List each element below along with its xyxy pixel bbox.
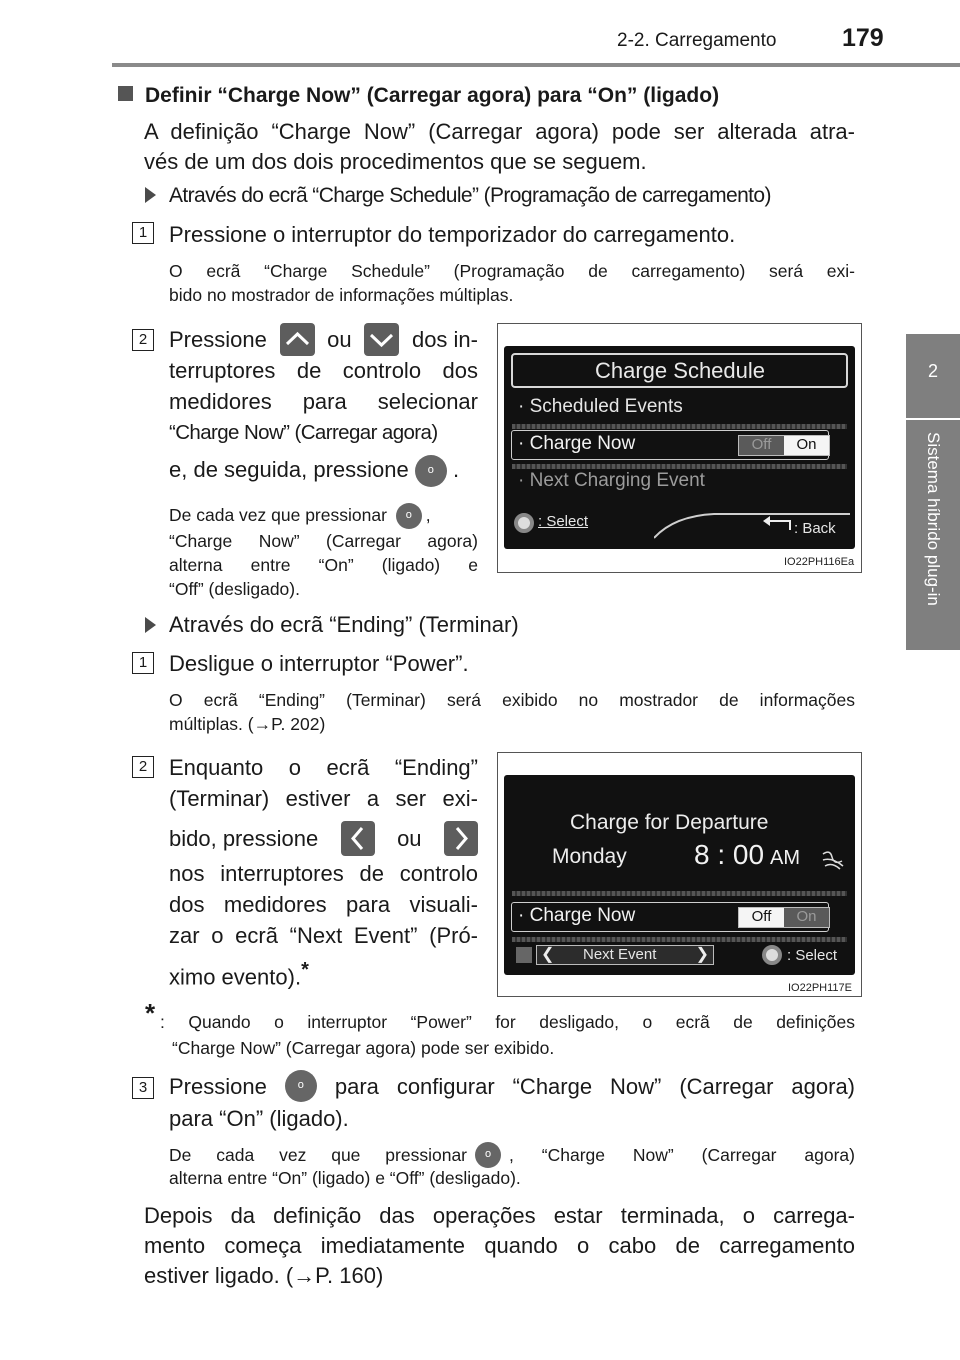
climate-fan-icon (820, 849, 846, 871)
figure-id: IO22PH117E (788, 982, 853, 994)
charge-toggle (738, 435, 830, 456)
screen-title: Charge for Departure (570, 811, 769, 834)
charge-toggle (738, 907, 830, 928)
page-number: 179 (842, 24, 884, 52)
method-a-step2-note-3: alterna entre “On” (ligado) e (169, 555, 478, 575)
method-a-step2-line1 (169, 322, 478, 356)
screen-row-charge-now: · Charge Now (511, 902, 829, 932)
back-hint: : Back (794, 520, 836, 537)
text-de-cada-vez: De cada vez que pressionar (169, 1145, 467, 1165)
method-b-step2-line5: dos medidores para visuali- (169, 892, 478, 917)
text-e-de-seguida: e, de seguida, pressione (169, 457, 409, 482)
method-b-step2-line1: Enquanto o ecrã “Ending” (169, 755, 478, 780)
method-a-step2-note-1 (169, 503, 431, 529)
figure-charge-departure (497, 752, 862, 997)
method-b-step3-note-2: alterna entre “On” (ligado) e “Off” (desligado). (169, 1168, 521, 1188)
method-b-step2-line6: zar o ecrã “Next Event” (Pró- (169, 923, 478, 948)
chevron-up-icon (280, 323, 315, 356)
method-a-title: Através do ecrã “Charge Schedule” (Programação de carregamento) (169, 184, 771, 207)
method-b-title: Através do ecrã “Ending” (Terminar) (169, 612, 519, 637)
method-a-step2-line4: “Charge Now” (Carregar agora) (169, 421, 438, 444)
header-rule (112, 63, 960, 67)
text-de-cada-vez: De cada vez que pressionar (169, 505, 387, 525)
method-b-step3-line2: para “On” (ligado). (169, 1106, 349, 1131)
method-b-step3-note-1 (169, 1141, 855, 1169)
figure-id: IO22PH116Ea (784, 556, 855, 568)
chapter-tab (906, 420, 960, 650)
method-a-step2-line5 (169, 454, 459, 487)
toggle-off: Off (739, 436, 784, 455)
text-pressione: Pressione (169, 326, 267, 352)
method-b-step2-line3 (169, 820, 478, 856)
footnote-line-1: : Quando o interruptor “Power” for desligado, o ecrã de definições (160, 1012, 855, 1032)
figure-charge-schedule (497, 323, 862, 573)
screen-item-next: · Next Charging Event (518, 470, 705, 491)
method-b-step2-line4: nos interruptores de controlo (169, 861, 478, 886)
charge-now-label: Charge Now (529, 433, 636, 454)
footnote-asterisk: * (145, 998, 156, 1028)
closing-line-3: estiver ligado. (→P. 160) (144, 1263, 384, 1288)
method-a-step2-note-2: “Charge Now” (Carregar agora) (169, 531, 478, 551)
next-charging-label: Next Charging Event (529, 470, 705, 491)
text-period: . (452, 457, 460, 482)
separator (512, 464, 847, 469)
dial-button-icon: o (475, 1142, 501, 1168)
method-b-step1-note-1: O ecrã “Ending” (Terminar) será exibido no mostrador de informações (169, 690, 855, 710)
dial-button-icon: o (285, 1070, 317, 1102)
screen-row-charge-now: · Charge Now (511, 430, 829, 460)
step-number-1: 1 (132, 652, 154, 674)
text-para-configurar: para configurar “Charge Now” (Carregar agora) (334, 1073, 855, 1099)
text-ou: ou (397, 825, 422, 851)
method-a-step2-note-4: “Off” (desligado). (169, 579, 300, 599)
scheduled-events-label: Scheduled Events (529, 396, 683, 417)
chevron-left-icon: ❮ (541, 946, 555, 963)
square-bullet-icon (118, 86, 133, 101)
chevron-right-icon (444, 821, 478, 856)
chevron-right-icon: ❯ (695, 946, 709, 963)
chevron-left-icon (341, 821, 375, 856)
back-arrow-icon (760, 516, 794, 536)
toggle-on: On (784, 908, 829, 927)
method-a-step2-line2: terruptores de controlo dos (169, 358, 478, 383)
text-dos-in: dos in- (411, 326, 478, 352)
method-b-step3-line1 (169, 1068, 855, 1104)
triangle-bullet-icon (145, 187, 156, 203)
method-b-step1-text: Desligue o interruptor “Power”. (169, 651, 469, 676)
intro-line-2: vés de um dos dois procedimentos que se seguem. (144, 149, 647, 174)
intro-line-1: A definição “Charge Now” (Carregar agora) pode ser alterada atra- (144, 119, 855, 144)
display-screen (504, 346, 855, 549)
screen-item-scheduled: · Scheduled Events (518, 396, 683, 417)
select-dial-icon (514, 513, 534, 533)
display-screen (504, 775, 855, 975)
separator (512, 891, 847, 896)
method-b-step2-line2: (Terminar) estiver a ser exi- (169, 786, 478, 811)
screen-time: 8 : 00 (694, 839, 765, 870)
select-dial-icon (762, 945, 782, 965)
chevron-down-icon (364, 323, 399, 356)
step-number-1: 1 (132, 222, 154, 244)
method-a-step2-line3: medidores para selecionar (169, 389, 478, 414)
method-b-step2-line7 (169, 955, 309, 992)
dial-button-icon: o (415, 455, 447, 487)
screen-day: Monday (552, 845, 627, 868)
step-number-3: 3 (132, 1077, 154, 1099)
closing-line-1: Depois da definição das operações estar terminada, o carrega- (144, 1203, 855, 1228)
method-a-step1-text: Pressione o interruptor do temporizador do carregamento. (169, 222, 736, 247)
chapter-tab-number: 2 (906, 334, 960, 418)
method-b-step1-note-2: múltiplas. (→P. 202) (169, 714, 326, 734)
separator (512, 424, 847, 429)
status-square (516, 947, 532, 963)
step-number-2: 2 (132, 756, 154, 778)
footnote-line-2: “Charge Now” (Carregar agora) pode ser exibido. (172, 1038, 555, 1058)
section-heading (118, 80, 719, 111)
separator (512, 937, 847, 942)
screen-title: Charge Schedule (511, 353, 848, 388)
closing-line-2: mento começa imediatamente quando o cabo de carregamento (144, 1233, 855, 1258)
toggle-on: On (784, 436, 829, 455)
section-heading-text: Definir “Charge Now” (Carregar agora) para “On” (ligado) (145, 84, 720, 107)
method-a-step1-note-2: bido no mostrador de informações múltiplas. (169, 285, 514, 305)
method-a-step1-note-1: O ecrã “Charge Schedule” (Programação de carregamento) será exi- (169, 261, 855, 281)
next-event-bar (536, 945, 714, 965)
text-bido-pressione: bido, pressione (169, 825, 319, 851)
text-comma: , (425, 505, 431, 525)
screen-ampm: AM (770, 847, 800, 869)
charge-now-label: Charge Now (529, 905, 636, 926)
text-ximo-evento: ximo evento). (169, 964, 302, 990)
text-charge-now-note: , “Charge Now” (Carregar agora) (509, 1145, 855, 1165)
chapter-tab-label: Sistema híbrido plug-in (924, 432, 943, 606)
select-hint: : Select (538, 513, 589, 530)
dial-button-icon: o (396, 503, 422, 529)
section-title: 2-2. Carregamento (617, 30, 777, 51)
select-hint: : Select (787, 947, 838, 964)
asterisk: * (301, 959, 309, 981)
text-pressione: Pressione (169, 1073, 267, 1099)
next-event-label: Next Event (583, 946, 657, 963)
toggle-off: Off (739, 908, 784, 927)
text-ou: ou (327, 326, 352, 352)
step-number-2: 2 (132, 329, 154, 351)
triangle-bullet-icon (145, 617, 156, 633)
